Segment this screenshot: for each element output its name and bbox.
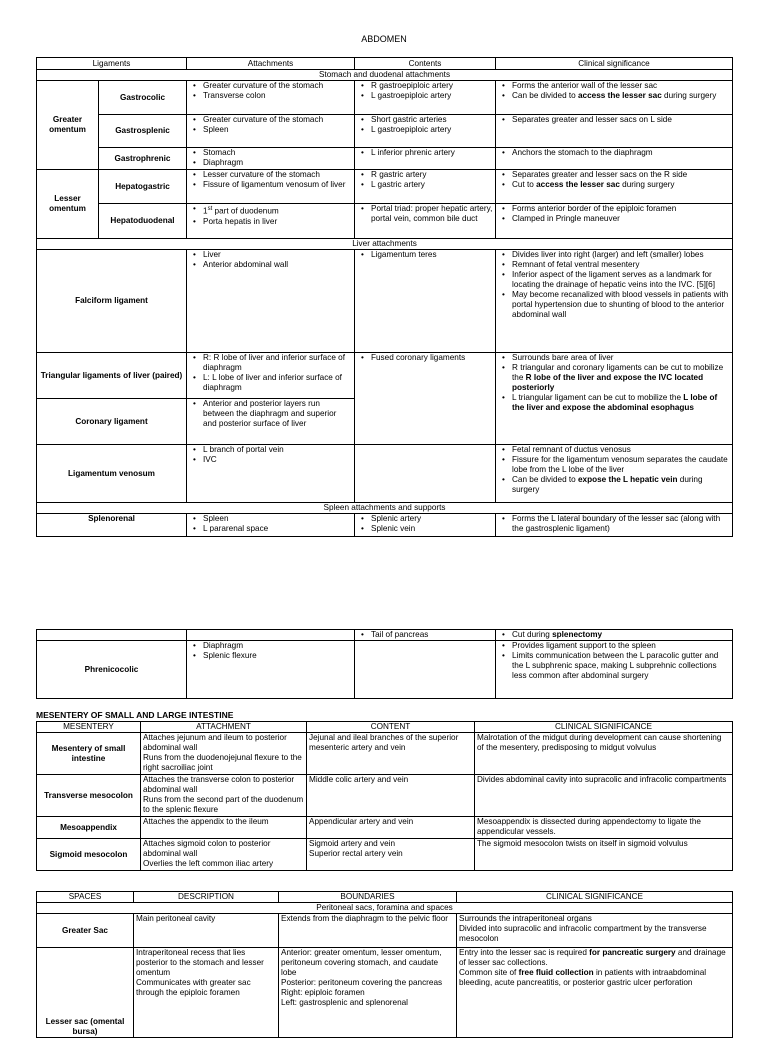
- gastrosplenic-name: Gastrosplenic: [99, 115, 187, 148]
- venosum-contents: [355, 445, 496, 503]
- list-item: • R gastric artery: [371, 170, 493, 180]
- list-item: • Separates greater and lesser sacs on L side: [512, 115, 730, 125]
- hepatogastric-contents: [355, 170, 496, 204]
- list-item: • Cut during splenectomy: [512, 630, 730, 640]
- greater-sac-name: Greater Sac: [37, 914, 134, 948]
- list-item: • 1st part of duodenum: [203, 204, 352, 217]
- list-item: • L inferior phrenic artery: [371, 148, 493, 158]
- list-item: • Clamped in Pringle maneuver: [512, 214, 730, 224]
- list-item: • L pararenal space: [203, 524, 352, 534]
- lesser-sac-boundaries: Anterior: greater omentum, lesser omentum, peritoneum covering stomach, and caudate lobe Posterior: peritoneum covering the pancreas Right: epiploic foramen Left: gastrosplenic and splenorenal: [279, 948, 457, 1038]
- greater-sac-description: Main peritoneal cavity: [134, 914, 279, 948]
- hepatoduodenal-attachments: [187, 204, 355, 239]
- list-item: • Separates greater and lesser sacs on the R side: [512, 170, 730, 180]
- greater-sac-clinical: Surrounds the intraperitoneal organs Divided into supracolic and infracolic compartment by the transverse mesocolon: [457, 914, 733, 948]
- list-item: • Forms the L lateral boundary of the lesser sac (along with the gastrosplenic ligament): [512, 514, 730, 534]
- list-item: • Provides ligament support to the spleen: [512, 641, 730, 651]
- page-title: ABDOMEN: [361, 34, 407, 44]
- lesser-sac-name: Lesser sac (omental bursa): [37, 948, 134, 1038]
- list-item: • Tail of pancreas: [371, 630, 493, 640]
- list-item: • Lesser curvature of the stomach: [203, 170, 352, 180]
- list-item: • Splenic artery: [371, 514, 493, 524]
- header-attachments: Attachments: [187, 58, 355, 70]
- gastrophrenic-attachments: [187, 148, 355, 170]
- mesentery-row-attachment: Attaches the transverse colon to posterior abdominal wall Runs from the second part of the duodenum to the splenic flexure: [141, 775, 307, 817]
- list-item: • R: R lobe of liver and inferior surface of diaphragm: [203, 353, 352, 373]
- list-item: • Fissure of ligamentum venosum of liver: [203, 180, 352, 190]
- cont-attachments: [187, 630, 355, 641]
- venosum-attachments: [187, 445, 355, 503]
- gastrophrenic-contents: [355, 148, 496, 170]
- greater-omentum-label: Greater omentum: [37, 81, 99, 170]
- header-ligaments: Ligaments: [37, 58, 187, 70]
- hepatoduodenal-name: Hepatoduodenal: [99, 204, 187, 239]
- hepatoduodenal-clinical: [496, 204, 733, 239]
- greater-sac-boundaries: Extends from the diaphragm to the pelvic floor: [279, 914, 457, 948]
- gastrocolic-name: Gastrocolic: [99, 81, 187, 115]
- mesentery-row-name: Mesoappendix: [37, 817, 141, 839]
- list-item: • IVC: [203, 455, 352, 465]
- gastrocolic-attachments: [187, 81, 355, 115]
- list-item: • Stomach: [203, 148, 352, 158]
- mesentery-row-name: Transverse mesocolon: [37, 775, 141, 817]
- list-item: • Spleen: [203, 125, 352, 135]
- list-item: • Anchors the stomach to the diaphragm: [512, 148, 730, 158]
- gastrocolic-contents: [355, 81, 496, 115]
- gastrosplenic-attachments: [187, 115, 355, 148]
- header-spaces: SPACES: [37, 892, 134, 903]
- list-item: • Transverse colon: [203, 91, 352, 101]
- list-item: • L branch of portal vein: [203, 445, 352, 455]
- hepatogastric-clinical: [496, 170, 733, 204]
- list-item: • Surrounds bare area of liver: [512, 353, 730, 363]
- falciform-attachments: [187, 250, 355, 353]
- header-clinical-significance: CLINICAL SIGNIFICANCE: [457, 892, 733, 903]
- triangular-contents: [355, 353, 496, 445]
- phrenicocolic-attachments: [187, 641, 355, 699]
- venosum-clinical: [496, 445, 733, 503]
- splenorenal-contents: [355, 514, 496, 537]
- list-item: • Divides liver into right (larger) and left (smaller) lobes: [512, 250, 730, 260]
- coronary-attachments: [187, 399, 355, 445]
- list-item: • L gastric artery: [371, 180, 493, 190]
- gastrophrenic-clinical: [496, 148, 733, 170]
- list-item: • Cut to access the lesser sac during surgery: [512, 180, 730, 190]
- list-item: • L triangular ligament can be cut to mobilize the L lobe of the liver and expose the abdominal esophagus: [512, 393, 730, 413]
- header-clinical: Clinical significance: [496, 58, 733, 70]
- coronary-name: Coronary ligament: [37, 399, 187, 445]
- splenorenal-attachments: [187, 514, 355, 537]
- list-item: • May become recanalized with blood vessels in patients with portal hypertension due to shunting of blood to the anterior abdominal wall: [512, 290, 730, 320]
- lesser-sac-clinical: Entry into the lesser sac is required for pancreatic surgery and drainage of lesser sac collections. Common site of free fluid collection in patients with intraabdominal bleeding, acute pancreatitis, or posterior gastric ulcer perforation: [457, 948, 733, 1038]
- falciform-contents: [355, 250, 496, 353]
- mesentery-row-clinical: Mesoappendix is dissected during appendectomy to ligate the appendicular vessels.: [475, 817, 733, 839]
- list-item: • Can be divided to expose the L hepatic vein during surgery: [512, 475, 730, 495]
- mesentery-row-clinical: Divides abdominal cavity into supracolic and infracolic compartments: [475, 775, 733, 817]
- list-item: • Fissure for the ligamentum venosum separates the caudate lobe from the L lobe of the liver: [512, 455, 730, 475]
- falciform-clinical: [496, 250, 733, 353]
- mesentery-row-attachment: Attaches the appendix to the ileum: [141, 817, 307, 839]
- list-item: • Greater curvature of the stomach: [203, 81, 352, 91]
- mesentery-title: MESENTERY OF SMALL AND LARGE INTESTINE: [36, 710, 234, 720]
- list-item: • Greater curvature of the stomach: [203, 115, 352, 125]
- list-item: • Short gastric arteries: [371, 115, 493, 125]
- list-item: • Forms anterior border of the epiploic foramen: [512, 204, 730, 214]
- header-mesentery: MESENTERY: [37, 722, 141, 733]
- section-liver: Liver attachments: [37, 239, 733, 250]
- splenorenal-name: Splenorenal: [37, 514, 187, 537]
- list-item: • L: L lobe of liver and inferior surface of diaphragm: [203, 373, 352, 393]
- header-contents: Contents: [355, 58, 496, 70]
- mesentery-row-name: Mesentery of small intestine: [37, 733, 141, 775]
- list-item: • Portal triad: proper hepatic artery, portal vein, common bile duct: [371, 204, 493, 224]
- list-item: • Diaphragm: [203, 641, 352, 651]
- hepatoduodenal-contents: [355, 204, 496, 239]
- header-description: DESCRIPTION: [134, 892, 279, 903]
- section-stomach: Stomach and duodenal attachments: [37, 70, 733, 81]
- section-peritoneal-sacs: Peritoneal sacs, foramina and spaces: [37, 903, 733, 914]
- falciform-name: Falciform ligament: [37, 250, 187, 353]
- mesentery-row-attachment: Attaches sigmoid colon to posterior abdominal wall Overlies the left common iliac artery: [141, 839, 307, 871]
- triangular-attachments: [187, 353, 355, 399]
- hepatogastric-attachments: [187, 170, 355, 204]
- ligaments-table: [36, 57, 733, 537]
- list-item: • Anterior abdominal wall: [203, 260, 352, 270]
- mesentery-row-name: Sigmoid mesocolon: [37, 839, 141, 871]
- gastrosplenic-clinical: [496, 115, 733, 148]
- spaces-table: [36, 891, 733, 1038]
- list-item: • Limits communication between the L paracolic gutter and the L subphrenic space, making L subprehnic collections less common after abdominal surgery: [512, 651, 730, 681]
- header-boundaries: BOUNDARIES: [279, 892, 457, 903]
- hepatogastric-name: Hepatogastric: [99, 170, 187, 204]
- lesser-omentum-label: Lesser omentum: [37, 170, 99, 239]
- list-item: • Anterior and posterior layers run between the diaphragm and superior and posterior surface of liver: [203, 399, 352, 429]
- list-item: • L gastroepiploic artery: [371, 91, 493, 101]
- list-item: • Inferior aspect of the ligament serves as a landmark for locating the drainage of hepatic veins into the IVC. [5][6]: [512, 270, 730, 290]
- list-item: • Porta hepatis in liver: [203, 217, 352, 227]
- mesentery-row-clinical: Malrotation of the midgut during development can cause shortening of the mesentery, predisposing to midgut volvulus: [475, 733, 733, 775]
- list-item: • Diaphragm: [203, 158, 352, 168]
- ligaments-table-continued: [36, 629, 733, 699]
- list-item: • Splenic vein: [371, 524, 493, 534]
- phrenicocolic-contents: [355, 641, 496, 699]
- mesentery-row-clinical: The sigmoid mesocolon twists on itself in sigmoid volvulus: [475, 839, 733, 871]
- splenorenal-clinical: [496, 514, 733, 537]
- venosum-name: Ligamentum venosum: [37, 445, 187, 503]
- header-content: CONTENT: [307, 722, 475, 733]
- mesentery-row-content: Appendicular artery and vein: [307, 817, 475, 839]
- list-item: • Ligamentum teres: [371, 250, 493, 260]
- list-item: • L gastroepiploic artery: [371, 125, 493, 135]
- header-attachment: ATTACHMENT: [141, 722, 307, 733]
- list-item: • Fused coronary ligaments: [371, 353, 493, 363]
- cont-contents: [355, 630, 496, 641]
- cont-name: [37, 630, 187, 641]
- list-item: • Splenic flexure: [203, 651, 352, 661]
- list-item: • Liver: [203, 250, 352, 260]
- list-item: • Fetal remnant of ductus venosus: [512, 445, 730, 455]
- cont-clinical: [496, 630, 733, 641]
- section-spleen: Spleen attachments and supports: [37, 503, 733, 514]
- mesentery-row-attachment: Attaches jejunum and ileum to posterior abdominal wall Runs from the duodenojejunal flexure to the right sacroiliac joint: [141, 733, 307, 775]
- mesentery-table: [36, 721, 733, 871]
- list-item: • Remnant of fetal ventral mesentery: [512, 260, 730, 270]
- gastrophrenic-name: Gastrophrenic: [99, 148, 187, 170]
- list-item: • Spleen: [203, 514, 352, 524]
- list-item: • R gastroepiploic artery: [371, 81, 493, 91]
- gastrosplenic-contents: [355, 115, 496, 148]
- triangular-name: Triangular ligaments of liver (paired): [37, 353, 187, 399]
- list-item: • R triangular and coronary ligaments can be cut to mobilize the R lobe of the liver and expose the IVC located posteriorly: [512, 363, 730, 393]
- phrenicocolic-clinical: [496, 641, 733, 699]
- list-item: • Forms the anterior wall of the lesser sac: [512, 81, 730, 91]
- mesentery-row-content: Middle colic artery and vein: [307, 775, 475, 817]
- lesser-sac-description: Intraperitoneal recess that lies posterior to the stomach and lesser omentum Communicates with greater sac through the epiploic foramen: [134, 948, 279, 1038]
- phrenicocolic-name: Phrenicocolic: [37, 641, 187, 699]
- list-item: • Can be divided to access the lesser sac during surgery: [512, 91, 730, 101]
- triangular-clinical: [496, 353, 733, 445]
- header-clinical-significance: CLINICAL SIGNIFICANCE: [475, 722, 733, 733]
- gastrocolic-clinical: [496, 81, 733, 115]
- mesentery-row-content: Sigmoid artery and vein Superior rectal artery vein: [307, 839, 475, 871]
- mesentery-row-content: Jejunal and ileal branches of the superior mesenteric artery and vein: [307, 733, 475, 775]
